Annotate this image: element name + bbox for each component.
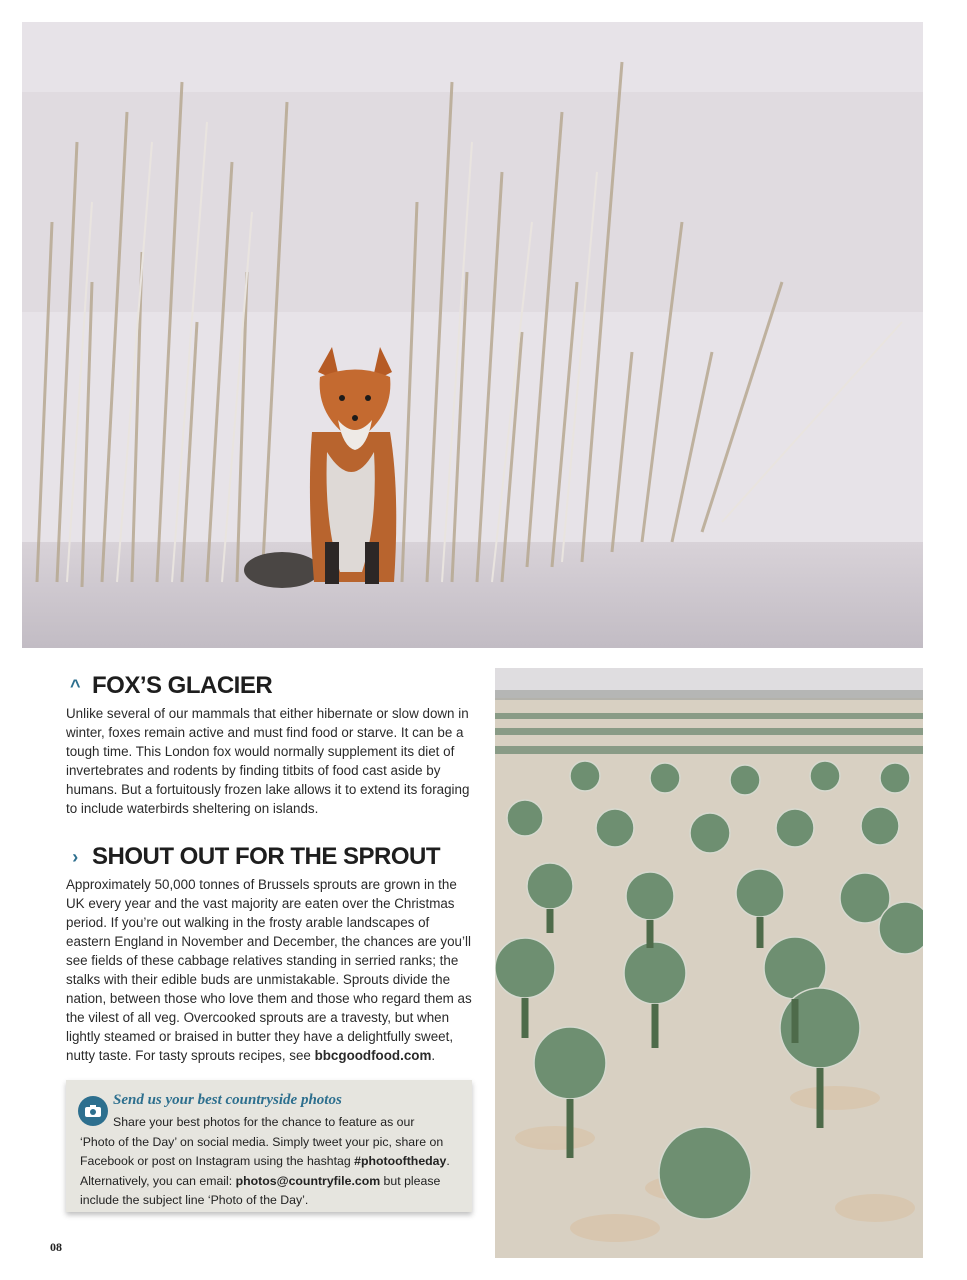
photo-box-line1: Share your best photos for the chance to feature as our [113,1115,415,1129]
sprout-section [66,843,474,1065]
sprout-heading [66,843,474,871]
photo-submission-box [66,1080,472,1212]
fox-section [66,672,474,818]
fox-body: Unlike several of our mammals that either hibernate or slow down in winter, foxes remain active and must find food or starve. It can be a tough time. This London fox would normally supplement its diet of invertebrates and rodents by finding titbits of food cast aside by humans. But a fortuitously frozen lake allows it to extend its foraging to include waterbirds sheltering on islands. [66,706,470,816]
sprout-body-text: Approximately 50,000 tonnes of Brussels sprouts are grown in the UK every year and the vast majority are eaten over the Christmas period. If you’re out walking in the frosty arable landscapes of eastern England in November and December, the chances are you’ll see fields of these cabbage relatives standing in serried ranks; the stalks with their edible buds are unmistakable. Sprouts divide the nation, between those who love them and those who regard them as the vilest of all veg. Overcooked sprouts are a travesty, but when lightly steamed or braised in butter they have a delightfully sweet, nutty taste. For tasty sprouts recipes, see [66,877,472,1063]
fox-heading-text: FOX’S GLACIER [92,672,273,699]
sprout-field-photo [495,668,923,1258]
hashtag: #photooftheday [354,1154,447,1168]
photo-box-text-c: but please include the subject line ‘Photo of the Day’. [80,1173,441,1207]
photo-box-text [80,1113,464,1211]
goodfood-link[interactable]: bbcgoodfood.com [314,1048,432,1063]
chevron-up-icon: ^ [69,675,80,696]
photo-box-title: Send us your best countryside photos [113,1092,342,1108]
chevron-right-icon: › [72,846,78,867]
sprout-body-end: . [431,1048,436,1063]
page-number: 08 [50,1240,62,1254]
photo-box-text-a: ‘Photo of the Day’ on social media. Simply tweet your pic, share on Facebook or post on Instagram using the hashtag [80,1134,444,1168]
fox-heading [66,672,474,700]
fox-photo [22,22,923,648]
email-link[interactable]: photos@countryfile.com [235,1173,381,1188]
sprout-body [66,875,474,1065]
photo-box-text-b: . Alternatively, you can email: [80,1154,450,1188]
fox-reeds-illustration [22,22,923,648]
sprout-heading-text: SHOUT OUT FOR THE SPROUT [92,843,440,870]
sprout-field-illustration [495,668,923,1258]
